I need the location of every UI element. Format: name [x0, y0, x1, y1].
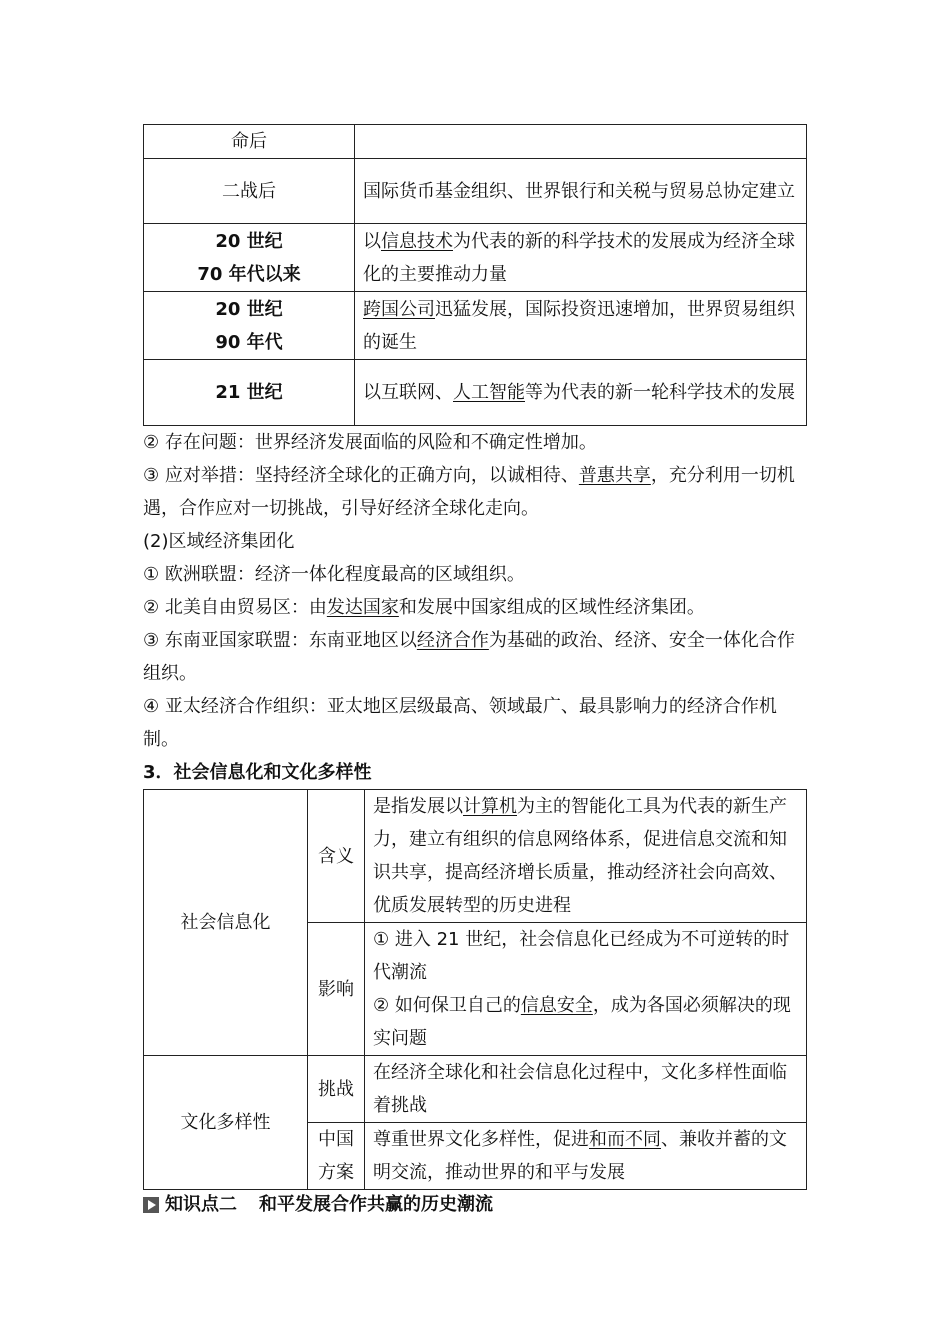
description-cell: 国际货币基金组织、世界银行和关税与贸易总协定建立	[355, 159, 807, 224]
table-row	[144, 125, 807, 159]
impact-item: ① 进入 21 世纪，社会信息化已经成为不可逆转的时代潮流	[373, 929, 790, 983]
period-line-1: 20 世纪	[215, 230, 283, 252]
content-cell	[365, 790, 807, 923]
para-text: ② 北美自由贸易区：由	[143, 597, 327, 618]
aspect-cell: 挑战	[308, 1056, 365, 1123]
aspect-cell: 中国方案	[308, 1123, 365, 1190]
impact-item	[373, 989, 798, 1055]
desc-text: 以互联网、	[363, 382, 453, 403]
document-page	[143, 124, 807, 1218]
period-cell	[144, 224, 355, 292]
section-heading: 3．社会信息化和文化多样性	[143, 762, 372, 783]
period-line-2: 90 年代	[215, 331, 283, 353]
category-cell: 文化多样性	[144, 1056, 308, 1190]
informatization-culture-table	[143, 789, 807, 1190]
desc-text: 等为代表的新一轮科学技术的发展	[525, 382, 795, 403]
underlined-term: 和而不同	[589, 1129, 661, 1150]
description-cell	[355, 292, 807, 360]
period-cell: 21 世纪	[144, 360, 355, 426]
para-text: 和发展中国家组成的区域性经济集团。	[398, 597, 705, 618]
knowledge-point-label: 知识点二	[165, 1194, 237, 1215]
underlined-term: 普惠共享	[578, 465, 651, 486]
underlined-term: 计算机	[463, 796, 517, 817]
underlined-term: 经济合作	[416, 630, 489, 651]
content-cell	[365, 1123, 807, 1190]
paragraph-apec: ④ 亚太经济合作组织：亚太地区层级最高、领域最广、最具影响力的经济合作机制。	[143, 696, 777, 750]
table-row	[144, 790, 807, 923]
play-triangle-icon	[143, 1197, 159, 1213]
content-text: 、兼收并蓄的文明交流，推动世界的和平与发展	[373, 1129, 787, 1183]
period-cell: 命后	[144, 125, 355, 159]
underlined-term: 发达国家	[326, 597, 399, 618]
para-text: ③ 东南亚国家联盟：东南亚地区以	[143, 630, 417, 651]
content-cell	[365, 923, 807, 1056]
table-row	[144, 159, 807, 224]
paragraph-asean	[143, 624, 807, 690]
content-text: 尊重世界文化多样性，促进	[373, 1129, 589, 1150]
category-cell: 社会信息化	[144, 790, 308, 1056]
paragraph-eu: ① 欧洲联盟：经济一体化程度最高的区域组织。	[143, 564, 525, 585]
table-row	[144, 224, 807, 292]
paragraph-problems: ② 存在问题：世界经济发展面临的风险和不确定性增加。	[143, 432, 597, 453]
underlined-term: 信息安全	[520, 995, 593, 1016]
table-row	[144, 292, 807, 360]
paragraph-nafta	[143, 591, 807, 624]
description-cell	[355, 360, 807, 426]
paragraph-measures	[143, 459, 807, 525]
para-text: ，充分利用一切机遇，合作应对一切挑战，引导好经济全球化走向。	[143, 465, 795, 519]
content-text: 为主的智能化工具为代表的新生产力，建立有组织的信息网络体系，促进信息交流和知识共享，提高经济增长质量，推动经济社会向高效、优质发展转型的历史进程	[373, 796, 787, 916]
description-cell	[355, 125, 807, 159]
knowledge-point-title: 和平发展合作共赢的历史潮流	[259, 1194, 493, 1215]
table-row	[144, 360, 807, 426]
content-text: ，成为各国必须解决的现实问题	[373, 995, 791, 1049]
period-line-1: 20 世纪	[215, 298, 283, 320]
underlined-term: 跨国公司	[363, 298, 435, 320]
content-text: 是指发展以	[373, 796, 463, 817]
period-line-2: 70 年代以来	[197, 263, 301, 285]
subheading-regional: (2)区域经济集团化	[143, 531, 295, 552]
period-cell	[144, 292, 355, 360]
period-cell: 二战后	[144, 159, 355, 224]
underlined-term: 人工智能	[453, 382, 525, 403]
content-text: ② 如何保卫自己的	[373, 995, 521, 1016]
underlined-term: 信息技术	[381, 230, 453, 252]
aspect-cell: 含义	[308, 790, 365, 923]
desc-text: 为代表的新的科学技术的发展成为经济全球化的主要推动力量	[363, 230, 795, 285]
para-text: ③ 应对举措：坚持经济全球化的正确方向，以诚相待、	[143, 465, 579, 486]
globalization-timeline-table	[143, 124, 807, 426]
knowledge-point-heading	[143, 1192, 807, 1218]
desc-text: 以	[363, 230, 381, 252]
aspect-cell: 影响	[308, 923, 365, 1056]
content-cell: 在经济全球化和社会信息化过程中，文化多样性面临着挑战	[365, 1056, 807, 1123]
para-text: 为基础的政治、经济、安全一体化合作组织。	[143, 630, 795, 684]
table-row	[144, 1056, 807, 1123]
desc-text: 迅猛发展，国际投资迅速增加，世界贸易组织的诞生	[363, 298, 795, 353]
description-cell	[355, 224, 807, 292]
